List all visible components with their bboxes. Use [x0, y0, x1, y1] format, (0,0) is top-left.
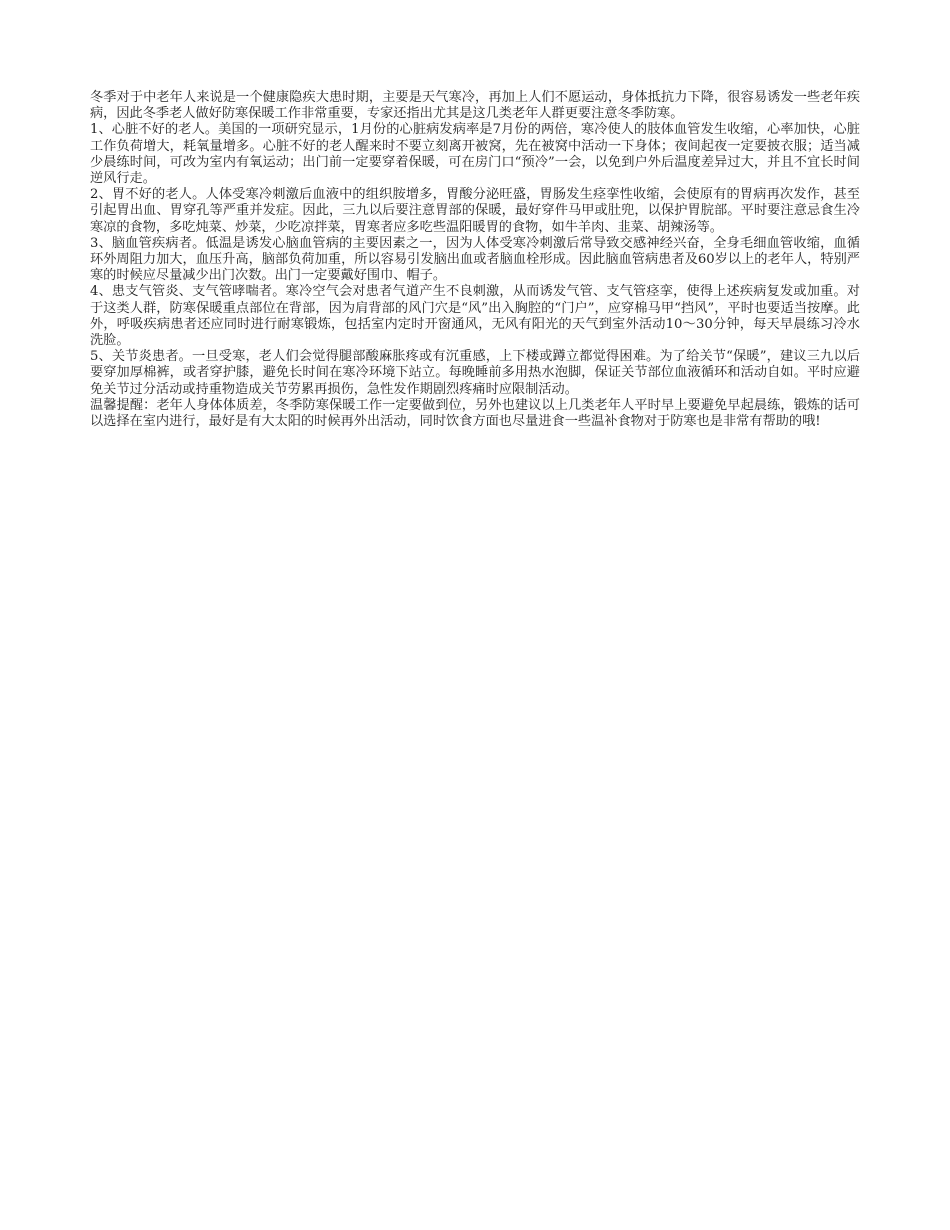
- cerebrovascular-paragraph: 3、脑血管疾病者。低温是诱发心脑血管病的主要因素之一，因为人体受寒冷刺激后常导致交感神经兴奋，全身毛细血管收缩，血循环外周阻力加大，血压升高，脑部负荷加重，所以容易引发脑出血或者脑血栓形成。因此脑血管病患者及60岁以上的老年人，特别严寒的时候应尽量减少出门次数。出门一定要戴好围巾、帽子。: [90, 235, 860, 284]
- document-body: [90, 90, 860, 430]
- intro-paragraph: 冬季对于中老年人来说是一个健康隐疾大患时期，主要是天气寒冷，再加上人们不愿运动，身体抵抗力下降，很容易诱发一些老年疾病，因此冬季老人做好防寒保暖工作非常重要，专家还指出尤其是这几类老年人群更要注意冬季防寒。: [90, 90, 860, 122]
- stomach-paragraph: 2、胃不好的老人。人体受寒冷刺激后血液中的组织胺增多，胃酸分泌旺盛，胃肠发生痉挛性收缩，会使原有的胃病再次发作，甚至引起胃出血、胃穿孔等严重并发症。因此，三九以后要注意胃部的保暖，最好穿件马甲或肚兜，以保护胃脘部。平时要注意忌食生冷寒凉的食物，多吃炖菜、炒菜，少吃凉拌菜，胃寒者应多吃些温阳暖胃的食物，如牛羊肉、韭菜、胡辣汤等。: [90, 187, 860, 235]
- reminder-paragraph: 温馨提醒：老年人身体体质差，冬季防寒保暖工作一定要做到位，另外也建议以上几类老年人平时早上要避免早起晨练，锻炼的话可以选择在室内进行，最好是有大太阳的时候再外出活动，同时饮食方面也尽量进食一些温补食物对于防寒也是非常有帮助的哦!: [90, 397, 860, 430]
- heart-disease-paragraph: 1、心脏不好的老人。美国的一项研究显示，1月份的心脏病发病率是7月份的两倍，寒冷使人的肢体血管发生收缩，心率加快，心脏工作负荷增大，耗氧量增多。心脏不好的老人醒来时不要立刻离开被窝，先在被窝中活动一下身体；夜间起夜一定要披衣服；适当减少晨练时间，可改为室内有氧运动；出门前一定要穿着保暖，可在房门口“预冷”一会，以免到户外后温度差异过大，并且不宜长时间逆风行走。: [90, 122, 860, 187]
- arthritis-paragraph: 5、关节炎患者。一旦受寒，老人们会觉得腿部酸麻胀疼或有沉重感，上下楼或蹲立都觉得困难。为了给关节“保暖”，建议三九以后要穿加厚棉裤，或者穿护膝，避免长时间在寒冷环境下站立。每晚睡前多用热水泡脚，保证关节部位血液循环和活动自如。平时应避免关节过分活动或持重物造成关节劳累再损伤，急性发作期剧烈疼痛时应限制活动。: [90, 349, 860, 397]
- bronchitis-paragraph: 4、患支气管炎、支气管哮喘者。寒冷空气会对患者气道产生不良刺激，从而诱发气管、支气管痉挛，使得上述疾病复发或加重。对于这类人群，防寒保暖重点部位在背部，因为肩背部的风门穴是“风”出入胸腔的“门户”，应穿棉马甲“挡风”，平时也要适当按摩。此外，呼吸疾病患者还应同时进行耐寒锻炼，包括室内定时开窗通风，无风有阳光的天气到室外活动10～30分钟，每天早晨练习冷水洗脸。: [90, 284, 860, 349]
